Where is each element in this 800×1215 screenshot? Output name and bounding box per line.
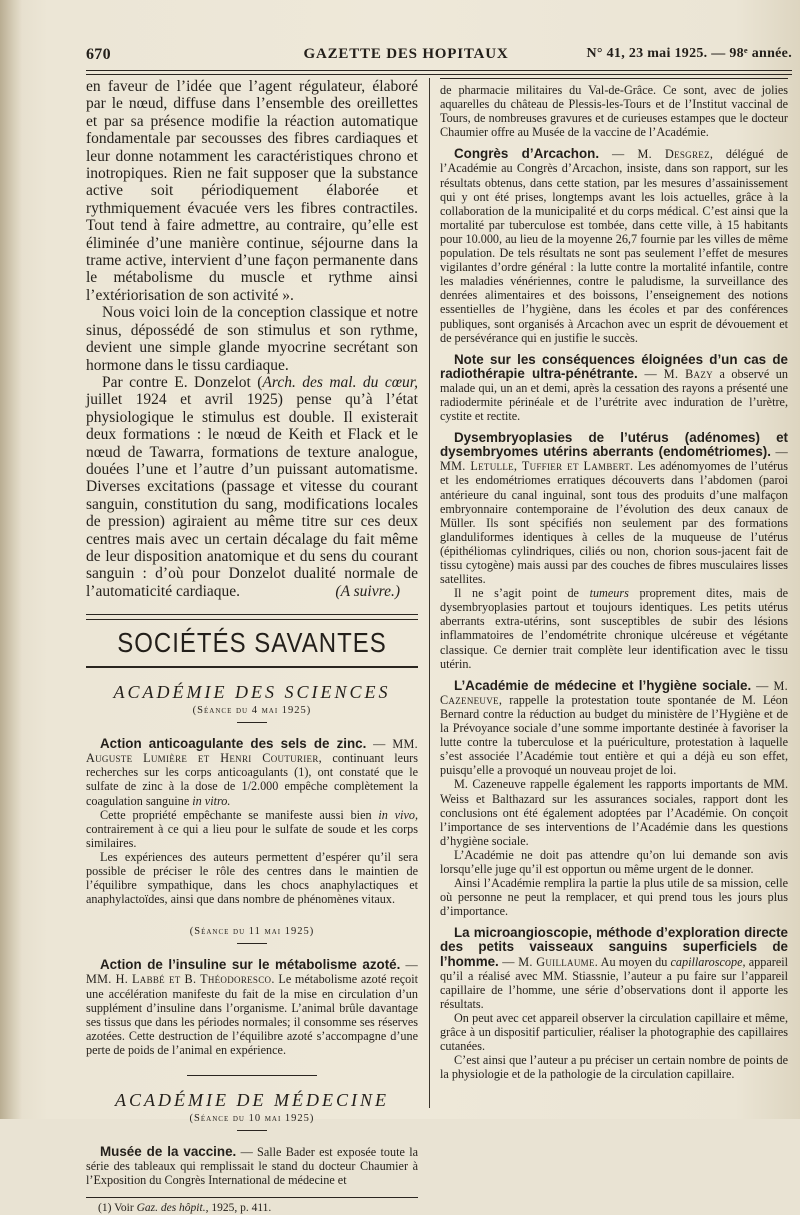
footnote-rule: [86, 1197, 418, 1198]
session-date: (Séance du 10 mai 1925): [189, 1112, 315, 1124]
article-paragraph: en faveur de l’idée que l’agent régulateur, élaboré par le nœud, diffuse dans l’ensemble des oreillettes et par sa présence modifie la réaction automatique fondamentale par secousses des fibres cardiaques et leur donne notamment les caractéristiques chrono et inotropiques. Rien ne fait supposer que la substance active soit périodiquement élaborée et rythmiquement évacuée vers les fibres contractiles. Tout tend à faire admettre, au contraire, qu’elle est éliminée d’une manière continue, séjourne dans la trame active, intervient d’une façon permanente dans le métabolisme du muscle et rythme ainsi l’extériorisation de son activité ».: [86, 78, 418, 304]
radiotherapy-article: Note sur les conséquences éloignées d’un cas de radiothérapie ultra-pénétrante. — M. Bazy a observé un malade qui, un an et demi, après la cessation des rayons a présenté une radiodermite périnéale et de l’urétrite avec induration de l’urètre, cystite et rectite.: [440, 351, 788, 424]
session-date: (Séance du 11 mai 1925): [189, 926, 315, 938]
article-paragraph: Ainsi l’Académie remplira la partie la plus utile de sa mission, celle où personne ne peut la remplacer, et qui prend tous les jours plus d’importance.: [440, 876, 788, 919]
section-title: SOCIÉTÉS SAVANTES: [117, 628, 387, 660]
vaccine-article: [86, 1145, 418, 1215]
article-paragraph: Action anticoagulante des sels de zinc. — MM. Auguste Lumière et Henri Couturier, continuant leurs recherches sur les corps anticoagulants (1), ont constaté que le sulfate de zinc à la dose de 1/2.000 empêche complètement la coagulation sanguine in vitro.: [86, 736, 418, 808]
short-rule: [237, 1130, 267, 1131]
academy-heading: ACADÉMIE DE MÉDECINE: [115, 1089, 389, 1110]
section-rule: [86, 614, 418, 620]
right-column: [440, 78, 788, 1108]
article-paragraph: Musée de la vaccine. — Salle Bader est exposée toute la série des tableaux qui remplissait le stand du docteur Chaumier à l’Exposition du Congrès International de médecine et: [86, 1143, 418, 1188]
zinc-article: [86, 737, 418, 906]
to-be-continued: (A suivre.): [335, 582, 400, 600]
insuline-article: [86, 958, 418, 1057]
left-column: [86, 78, 418, 1215]
continued-article: [86, 78, 418, 600]
microangioscopy-article: La microangioscopie, méthode d’exploration directe des petits vaisseaux sanguins superficiels de l’homme. — M. Guillaume. Au moyen du capillaroscope, appareil qu’il a réalisé avec MM. Stiassnie, l’auteur a pu faire sur l’appareil capillaire de l’homme, une série d’observations dont il apporte les résultats.: [440, 925, 788, 1011]
arcachon-article: Congrès d’Arcachon. — M. Desgrez, délégué de l’Académie au Congrès d’Arcachon, insiste, dans son rapport, sur les résultats obtenus, dans cette station, par les mesures d’assainissement qui y ont été prises, longtemps avant les lois actuelles, grâce à la collaboration de la municipalité et du corps médical. C’est ainsi que la mortalité par tuberculose est tombée, dans cette ville, à 15 habitants pour 10.000, au lieu de la moyenne 26,7 fournie par les villes de même population. De tels résultats ne sont pas seulement l’effet de mesures vigilantes d’ordre général : la lutte contre la mortalité infantile, contre les maladies vénériennes, contre le paludisme, la surveillance des denrées alimentaires et des boissons, l’enseignement des notions essentielles de l’hygiène, dans les écoles et par des conférences publiques, sont organisés à Arcachon avec un esprit de dévouement et de persévérance qui en justifie le succès.: [440, 146, 788, 345]
section-rule-heavy: [86, 666, 418, 668]
academy-heading: ACADÉMIE DES SCIENCES: [113, 682, 391, 703]
article-paragraph: On peut avec cet appareil observer la circulation capillaire et même, grâce à un dispositif particulier, réaliser la photographie des capillaires cutanées.: [440, 1010, 788, 1054]
session-date: (Séance du 4 mai 1925): [192, 705, 312, 717]
article-paragraph: de pharmacie militaires du Val-de-Grâce. Ce sont, avec de jolies aquarelles du château de Plessis-les-Tours et de l’Institut vaccinal de Tours, de nombreuses gravures et de curieuses estampes que le docteur Chaumier offre au Musée de la vaccine de l’Académie.: [440, 83, 788, 140]
page-header: [86, 44, 796, 70]
journal-title: GAZETTE DES HOPITAUX: [303, 46, 509, 62]
column-separator: [429, 78, 430, 1108]
article-paragraph: L’Académie ne doit pas attendre qu’on lui demande son avis lorsqu’elle juge qu’il est opportun ou même urgent de le donner.: [440, 847, 788, 876]
page-number: 670: [86, 46, 111, 63]
header-rule-thin: [86, 74, 792, 75]
page-binding-edge: [0, 0, 22, 1119]
article-paragraph: Cette propriété empêchante se manifeste aussi bien in vivo, contrairement à ce qui a lieu pour le sulfate de soude et les corps similaires.: [86, 807, 418, 850]
article-paragraph: M. Cazeneuve rappelle également les rapports importants de MM. Weiss et Balthazard sur les assurances sociales, rapport dont les conclusions ont été également adoptées par l’Académie. On conçoit l’importance de ses interventions de l’Académie dans les questions d’hygiène sociale.: [440, 777, 788, 848]
article-paragraph: Les expériences des auteurs permettent d’espérer qu’il sera possible de préciser le rôle des centres dans le maintien de l’équilibre sympathique, dans les chocs anaphylactiques et anaphylactoïdes, ainsi que dans nombre de phénomènes vitaux.: [86, 849, 418, 907]
article-paragraph: C’est ainsi que l’auteur a pu préciser un certain nombre de points de la physiologie et de la pathologie de la circulation capillaire.: [440, 1053, 788, 1082]
article-paragraph: Il ne s’agit point de tumeurs proprement dites, mais de dysembryoplasies partout et toujours identiques. Les petits utérus aberrants extra-utérins, sont susceptibles de subir des lésions inflammatoires de l’endométrite chronique ulcéreuse et végétante classique. Ce dernier trait complète leur identification avec le tissu utérin.: [440, 586, 788, 671]
article-paragraph: Nous voici loin de la conception classique et notre sinus, dépossédé de son stimulus et son rythme, devient une simple glande myocrine secrétant son hormone dans le tissu cardiaque.: [86, 304, 418, 374]
issue-info: N° 41, 23 mai 1925. — 98ᵉ année.: [586, 46, 792, 61]
article-paragraph: Action de l’insuline sur le métabolisme azoté. — MM. H. Labbé et B. Théodoresco. Le métabolisme azoté reçoit une accélération manifeste du fait de la mise en circulation d’un supplément d’insuline dans l’organisme. L’animal brûle davantage ses tissus que dans les périodes normales; il consomme ses réserves azotées. Cette destruction de l’équilibre azoté s’accompagne d’une perte de poids de l’animal en expérience.: [86, 957, 418, 1057]
mid-rule: [187, 1075, 317, 1076]
column-top-rule: [440, 78, 788, 79]
hygiene-article: L’Académie de médecine et l’hygiène sociale. — M. Cazeneuve, rappelle la protestation toute spontanée de M. Léon Bernard contre la réduction au budget du ministère de l’Hygiène et de la Prévoyance sociale d’une somme importante destinée à favoriser la lutte contre la tuberculose et la puériculture, protestation à laquelle s’est associée l’Académie tout entière et qui a déjà eu son effet, puisqu’elle a provoqué un nouveau projet de loi.: [440, 677, 788, 778]
dysembryoplasies-article: Dysembryoplasies de l’utérus (adénomes) et dysembryomes utérins aberrants (endométriomes). — MM. Letulle, Tuffier et Lambert. Les adénomyomes de l’utérus et les endométriomes erratiques découverts dans l’abdomen (paroi antérieure du canal inguinal, sont tous des produits d’une malfaçon embryonnaire contemporaine de l’évolution des deux canaux de Müller. Ils sont spécifiés non seulement par des formations glanduliformes identiques à celles de la muqueuse de l’utérus (épithéliomas cylindriques, ciliés ou non, chorion sous-jacent fait de tissu cytogène) mais aussi par des couches de fibres musculaires lisses satellites.: [440, 430, 788, 587]
header-rule: [86, 70, 792, 71]
footnote: (1) Voir Gaz. des hôpit., 1925, p. 411.: [98, 1202, 272, 1215]
short-rule: [237, 722, 267, 723]
short-rule: [237, 943, 267, 944]
article-paragraph: Par contre E. Donzelot (Arch. des mal. du cœur, juillet 1924 et avril 1925) pense qu’à l’état physiologique le stimulus est double. Il existerait deux formations : le nœud de Keith et Flack et le nœud de Tawarra, formations de texture analogue, douées l’une et l’autre d’un puissant automatisme. Diverses excitations (passage et vitesse du courant sanguin, constitution du sang, modifications locales de pression) agiraient au même titre sur ces deux centres mais avec un certain décalage du fait même de leur disposition anatomique et du sens du courant sanguin : d’où pour Donzelot dualité normale de l’automaticité cardiaque. (A suivre.): [86, 373, 418, 600]
